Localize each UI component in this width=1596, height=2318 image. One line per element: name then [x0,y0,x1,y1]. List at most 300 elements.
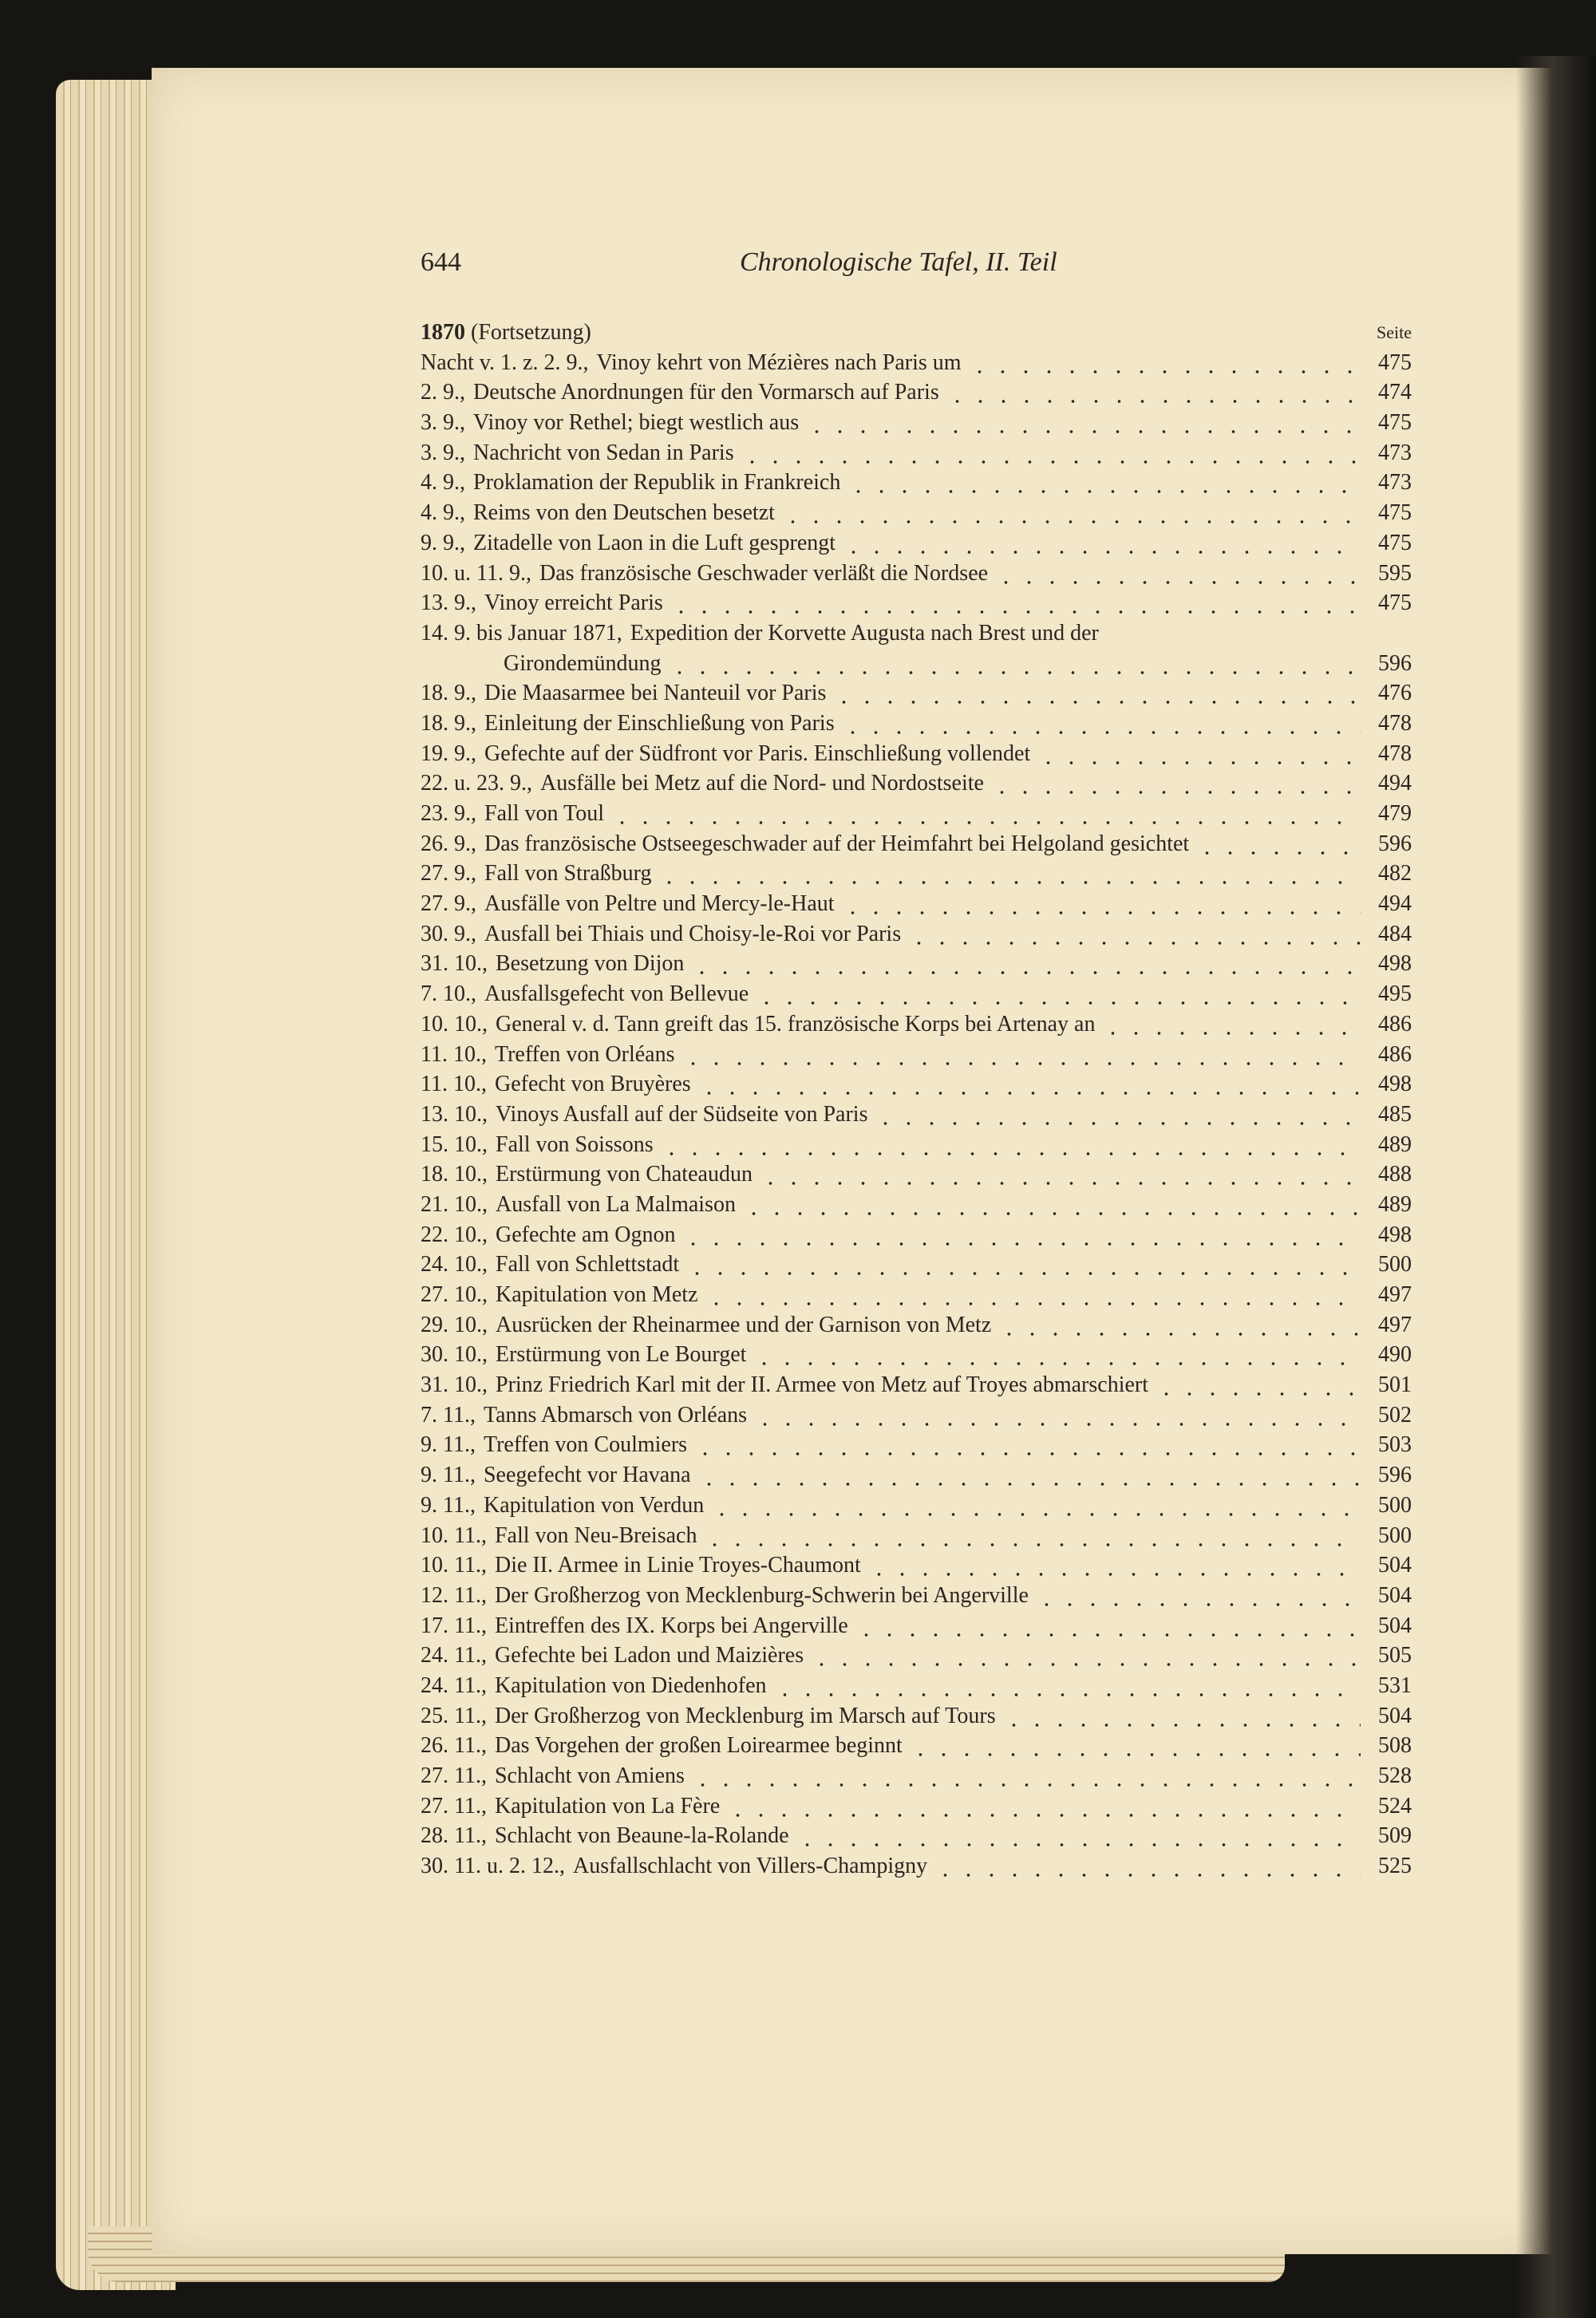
page-header [421,247,1412,287]
entry-text-wrap [421,1791,720,1822]
table-row [421,1430,1412,1460]
entry-text: Tanns Abmarsch von Orléans [483,1402,748,1428]
entry-text: Ausfallschlacht von Villers-Champigny [572,1854,928,1879]
entry-page: 504 [1378,1553,1412,1578]
entry-page: 473 [1378,470,1412,496]
entry-date: 24. 11., [421,1672,487,1698]
entry-text-wrap [421,408,799,438]
entry-date: 4. 9., [421,470,465,496]
entry-date: 31. 10., [421,951,488,977]
entry-text-wrap [421,1220,675,1250]
dot-leader [670,588,1361,618]
entry-text-wrap [421,348,962,378]
entry-page: 531 [1378,1672,1412,1698]
entry-text-wrap [421,468,840,498]
entry-date: 30. 9., [421,921,476,946]
dot-leader [1035,1581,1361,1611]
entry-text: Die Maasarmee bei Nanteuil vor Paris [484,681,827,706]
dot-leader [697,1460,1361,1491]
dot-leader [658,859,1361,889]
dot-leader [660,1130,1361,1160]
entry-page: 505 [1378,1643,1412,1668]
entry-text-wrap [421,498,775,528]
entry-text: Fall von Soissons [496,1131,654,1157]
entry-text-wrap [421,1491,704,1521]
entry-page: 473 [1378,440,1412,465]
table-row [421,1701,1412,1732]
entry-text: Reims von den Deutschen besetzt [473,500,775,526]
entry-text-wrap [421,1400,747,1431]
entry-page: 490 [1378,1342,1412,1368]
table-row [421,799,1412,829]
table-row [421,1069,1412,1100]
entry-page: 484 [1378,921,1412,946]
entry-date: 22. u. 23. 9., [421,771,532,796]
entry-date: 13. 9., [421,590,476,616]
table-row [421,1130,1412,1160]
dot-leader [741,438,1361,468]
entry-page: 525 [1378,1854,1412,1879]
dot-leader [946,377,1361,408]
entry-page: 595 [1378,560,1412,586]
entry-text: Schlacht von Beaune-la-Rolande [494,1823,789,1849]
entry-page: 528 [1378,1763,1412,1788]
entry-text-wrap [421,678,826,709]
entry-text-wrap [421,1009,1095,1040]
entry-page: 475 [1378,500,1412,526]
dot-leader [990,768,1361,799]
entry-date: 25. 11., [421,1703,487,1728]
dot-leader [685,1250,1361,1280]
entry-date: 14. 9. bis Januar 1871, [421,620,622,646]
dot-leader [1195,829,1361,859]
dot-leader [867,1550,1361,1581]
entry-page: 498 [1378,951,1412,977]
entry-page: 500 [1378,1252,1412,1277]
entry-page: 497 [1378,1282,1412,1307]
entry-date: 27. 9., [421,891,476,917]
entry-date: 18. 9., [421,710,476,736]
entry-text-wrap [421,1550,861,1581]
entry-text: Ausfall von La Malmaison [496,1191,736,1217]
section-note: (Fortsetzung) [471,320,591,345]
entry-date: 9. 11., [421,1492,476,1518]
table-row [421,979,1412,1009]
table-row [421,889,1412,919]
dot-leader [1101,1009,1361,1040]
entry-page: 482 [1378,861,1412,887]
table-row [421,559,1412,589]
entry-text-wrap [421,1040,675,1070]
entry-page: 509 [1378,1823,1412,1849]
entry-date: 26. 9., [421,831,476,856]
entry-page: 494 [1378,771,1412,796]
dot-leader [753,1340,1361,1370]
entry-text: Der Großherzog von Mecklenburg im Marsch auf Tours [494,1703,996,1728]
dot-leader [726,1791,1361,1822]
dot-leader [693,1430,1361,1460]
dot-leader [907,919,1361,950]
dot-leader [697,1069,1361,1100]
entry-text-wrap [421,1821,789,1851]
table-row [421,1791,1412,1822]
dot-leader [841,709,1361,739]
dot-leader [759,1159,1361,1190]
dot-leader [705,1280,1361,1310]
entry-date: 21. 10., [421,1191,488,1217]
entry-text-wrap [421,1430,687,1460]
entry-text: Vinoy vor Rethel; biegt westlich aus [473,410,800,436]
entry-date: 3. 9., [421,440,465,465]
entry-page: 504 [1378,1703,1412,1728]
table-row [421,1671,1412,1701]
dot-leader [681,1040,1361,1070]
entry-page: 474 [1378,380,1412,405]
dot-leader [781,498,1361,528]
section-year: 1870 [421,320,465,345]
entry-page: 501 [1378,1372,1412,1398]
entry-page: 508 [1378,1733,1412,1759]
table-row [421,1009,1412,1040]
entry-page: 494 [1378,891,1412,917]
entry-date: 27. 11., [421,1793,487,1818]
entry-text: Besetzung von Dijon [496,951,685,977]
entry-text-wrap [421,377,939,408]
entry-date: 9. 9., [421,530,465,555]
entry-text-wrap [421,1280,698,1310]
entry-text-wrap [421,739,1030,769]
table-row [421,1040,1412,1070]
entry-text-wrap [421,1100,867,1130]
entry-text-wrap [421,1250,679,1280]
entry-text: Prinz Friedrich Karl mit der II. Armee von Metz auf Troyes abmarschiert [496,1372,1149,1398]
entry-text: Treffen von Orléans [494,1041,675,1067]
page-number: 644 [421,247,461,277]
entry-text: Zitadelle von Laon in die Luft gesprengt [473,530,836,555]
entry-text: Kapitulation von Metz [496,1282,698,1307]
entry-date: 30. 10., [421,1342,488,1368]
dot-leader [934,1851,1361,1882]
entry-text-wrap [421,1190,736,1220]
entry-page: 498 [1378,1222,1412,1247]
entry-date: 10. 11., [421,1522,487,1548]
entry-date: 7. 10., [421,981,476,1007]
dot-leader [909,1731,1361,1761]
entry-date: 9. 11., [421,1463,476,1488]
entry-text-wrap [421,559,988,589]
entry-date: 2. 9., [421,380,465,405]
entry-page: 497 [1378,1312,1412,1337]
entry-text: Vinoys Ausfall auf der Südseite von Paris [496,1101,868,1127]
entry-text: Deutsche Anordnungen für den Vormarsch auf Paris [473,380,939,405]
entry-page: 478 [1378,740,1412,766]
entry-text: Schlacht von Amiens [494,1763,685,1788]
entry-page: 500 [1378,1522,1412,1548]
book-gutter-shadow [1516,56,1596,2318]
entry-date: 11. 10., [421,1072,487,1097]
table-row [421,1521,1412,1551]
table-row [421,1611,1412,1641]
entry-page: 502 [1378,1402,1412,1428]
entry-text-wrap [421,949,684,979]
entry-page: 524 [1378,1793,1412,1818]
table-row [421,1460,1412,1491]
entry-text: Gefecht von Bruyères [494,1072,691,1097]
entry-date: 29. 10., [421,1312,488,1337]
entry-page: 475 [1378,530,1412,555]
entry-text: Der Großherzog von Mecklenburg-Schwerin bei Angerville [494,1582,1029,1608]
entry-date: 18. 9., [421,681,476,706]
entry-text: Expedition der Korvette Augusta nach Brest und der [630,620,1099,646]
table-row [421,829,1412,859]
entry-page: 475 [1378,410,1412,436]
table-row [421,377,1412,408]
table-row [421,1220,1412,1250]
entry-page: 485 [1378,1101,1412,1127]
entry-date: 24. 10., [421,1252,488,1277]
dot-leader [874,1100,1361,1130]
table-row [421,949,1412,979]
table-row-continuation [421,649,1412,679]
entry-text: Seegefecht vor Havana [483,1463,691,1488]
entry-text-wrap [421,618,1099,649]
entry-page: 486 [1378,1011,1412,1037]
entry-text-continuation: Girondemündung [504,650,662,676]
dot-leader [832,678,1361,709]
dot-leader [796,1821,1361,1851]
dot-leader [1155,1370,1361,1400]
entry-text: Fall von Straßburg [484,861,652,887]
entry-text-wrap [421,1310,991,1341]
entry-text: Nachricht von Sedan in Paris [473,440,734,465]
entry-text-wrap [421,528,836,559]
table-row [421,1550,1412,1581]
table-row [421,618,1412,649]
entry-text-wrap [421,1611,848,1641]
table-row [421,348,1412,378]
entry-date: 12. 11., [421,1582,487,1608]
entry-date: 10. 10., [421,1011,488,1037]
dot-leader [810,1641,1361,1671]
entry-page: 488 [1378,1162,1412,1187]
entry-text-wrap [421,1521,697,1551]
entry-text: Ausfall bei Thiais und Choisy-le-Roi vor Paris [484,921,902,946]
entry-date: 10. u. 11. 9., [421,560,531,586]
entry-text: Ausfallsgefecht von Bellevue [484,981,749,1007]
table-row [421,859,1412,889]
entry-date: 7. 11., [421,1402,476,1428]
dot-leader [773,1671,1361,1701]
entry-date: 23. 9., [421,801,476,826]
entry-date: 4. 9., [421,500,465,526]
table-row [421,1310,1412,1341]
entry-date: 22. 10., [421,1222,488,1247]
table-row [421,1100,1412,1130]
entry-date: 13. 10., [421,1101,488,1127]
entry-text: Gefechte am Ognon [496,1222,676,1247]
entry-text: Einleitung der Einschließung von Paris [484,710,835,736]
dot-leader [755,979,1361,1009]
entry-text: Treffen von Coulmiers [483,1432,688,1458]
entry-date: 30. 11. u. 2. 12., [421,1854,565,1879]
entry-page: 475 [1378,590,1412,616]
table-row [421,1370,1412,1400]
entry-text: Das französische Geschwader verläßt die Nordsee [539,560,989,586]
entry-page: 475 [1378,349,1412,375]
entry-page: 478 [1378,710,1412,736]
table-row [421,528,1412,559]
entry-text-wrap [421,889,835,919]
entry-text-wrap [421,1851,927,1882]
table-row [421,468,1412,498]
entry-date: 11. 10., [421,1041,487,1067]
dot-leader [668,649,1361,679]
table-row [421,498,1412,528]
entry-text-wrap [421,1159,753,1190]
table-row [421,1340,1412,1370]
entry-text: Das französische Ostseegeschwader auf der Heimfahrt bei Helgoland gesichtet [484,831,1190,856]
entry-text-wrap [421,438,734,468]
table-row [421,709,1412,739]
entry-text: Vinoy erreicht Paris [484,590,663,616]
table-row [421,1159,1412,1190]
table-row [421,1641,1412,1671]
entry-text-wrap [421,859,651,889]
dot-leader [841,889,1361,919]
table-row [421,1400,1412,1431]
dot-leader [968,348,1361,378]
entry-date: 26. 11., [421,1733,487,1759]
entry-text: Ausrücken der Rheinarmee und der Garnison von Metz [496,1312,992,1337]
entry-text: Die II. Armee in Linie Troyes-Chaumont [494,1553,861,1578]
section-heading [421,318,1412,348]
table-row [421,1581,1412,1611]
table-row [421,1761,1412,1791]
entry-text-wrap [421,1130,654,1160]
entry-text-wrap [421,1370,1148,1400]
table-row [421,739,1412,769]
dot-leader [994,559,1361,589]
running-title: Chronologische Tafel, II. Teil [740,247,1057,277]
table-row [421,1250,1412,1280]
entry-date: Nacht v. 1. z. 2. 9., [421,349,589,375]
entry-date: 18. 10., [421,1162,488,1187]
dot-leader [742,1190,1361,1220]
entry-page: 596 [1378,831,1412,856]
chronology-table [421,318,1412,1882]
entry-date: 3. 9., [421,410,465,436]
entry-text: Vinoy kehrt von Mézières nach Paris um [596,349,962,375]
entry-text: Gefechte auf der Südfront vor Paris. Einschließung vollendet [484,740,1031,766]
table-row [421,678,1412,709]
entry-text: General v. d. Tann greift das 15. französische Korps bei Artenay an [496,1011,1096,1037]
table-row [421,919,1412,950]
entry-date: 19. 9., [421,740,476,766]
dot-leader [703,1521,1361,1551]
entry-page: 489 [1378,1131,1412,1157]
entry-page: 596 [1378,650,1412,676]
dot-leader [691,1761,1361,1791]
entry-text-wrap [421,1460,691,1491]
dot-leader [847,468,1361,498]
entry-text: Proklamation der Republik in Frankreich [473,470,841,496]
entry-date: 9. 11., [421,1432,476,1458]
entry-date: 27. 11., [421,1763,487,1788]
entry-page: 495 [1378,981,1412,1007]
entry-text: Erstürmung von Le Bourget [496,1342,747,1368]
entry-text: Fall von Toul [484,801,604,826]
dot-leader [805,408,1361,438]
page-content [421,247,1412,1882]
entry-text: Kapitulation von Diedenhofen [494,1672,767,1698]
table-row [421,438,1412,468]
table-row [421,408,1412,438]
entry-date: 10. 11., [421,1553,487,1578]
dot-leader [710,1491,1361,1521]
entry-date: 28. 11., [421,1823,487,1849]
entry-text-wrap [421,1701,996,1732]
entry-text-wrap [421,1069,691,1100]
entry-date: 31. 10., [421,1372,488,1398]
entry-date: 17. 11., [421,1613,487,1638]
entry-text: Ausfälle von Peltre und Mercy-le-Haut [484,891,835,917]
entry-text-wrap [421,709,835,739]
dot-leader [690,949,1361,979]
entry-text: Eintreffen des IX. Korps bei Angerville [494,1613,848,1638]
entry-text-wrap [421,588,663,618]
table-row [421,768,1412,799]
entry-text-wrap [421,1761,685,1791]
table-row [421,1851,1412,1882]
dot-leader [842,528,1361,559]
entry-text-wrap [421,919,901,950]
entry-text-wrap [421,979,749,1009]
table-row [421,1190,1412,1220]
entry-page: 479 [1378,801,1412,826]
dot-leader [1037,739,1361,769]
entry-date: 27. 9., [421,861,476,887]
dot-leader [1002,1701,1361,1732]
entry-text: Kapitulation von La Fère [494,1793,721,1818]
page-column-label: Seite [1377,322,1412,342]
table-row [421,1491,1412,1521]
entry-text-wrap [421,1671,767,1701]
entry-page: 498 [1378,1072,1412,1097]
entry-text: Gefechte bei Ladon und Maizières [494,1643,804,1668]
table-row [421,1821,1412,1851]
entry-page: 486 [1378,1041,1412,1067]
entry-page: 476 [1378,681,1412,706]
entry-text: Kapitulation von Verdun [483,1492,705,1518]
dot-leader [610,799,1361,829]
entry-text-wrap [421,799,604,829]
entry-text-wrap [421,1340,746,1370]
entry-text: Das Vorgehen der großen Loirearmee beginnt [494,1733,903,1759]
entry-page: 500 [1378,1492,1412,1518]
entry-text-wrap [421,1581,1029,1611]
dot-leader [681,1220,1361,1250]
entry-page: 489 [1378,1191,1412,1217]
entry-text: Ausfälle bei Metz auf die Nord- und Nordostseite [540,771,984,796]
dot-leader [998,1310,1361,1341]
table-row [421,1280,1412,1310]
entry-text-wrap [421,1641,804,1671]
dot-leader [753,1400,1361,1431]
entry-text: Erstürmung von Chateaudun [496,1162,753,1187]
entry-page: 503 [1378,1432,1412,1458]
entry-date: 27. 10., [421,1282,488,1307]
entry-date: 24. 11., [421,1643,487,1668]
